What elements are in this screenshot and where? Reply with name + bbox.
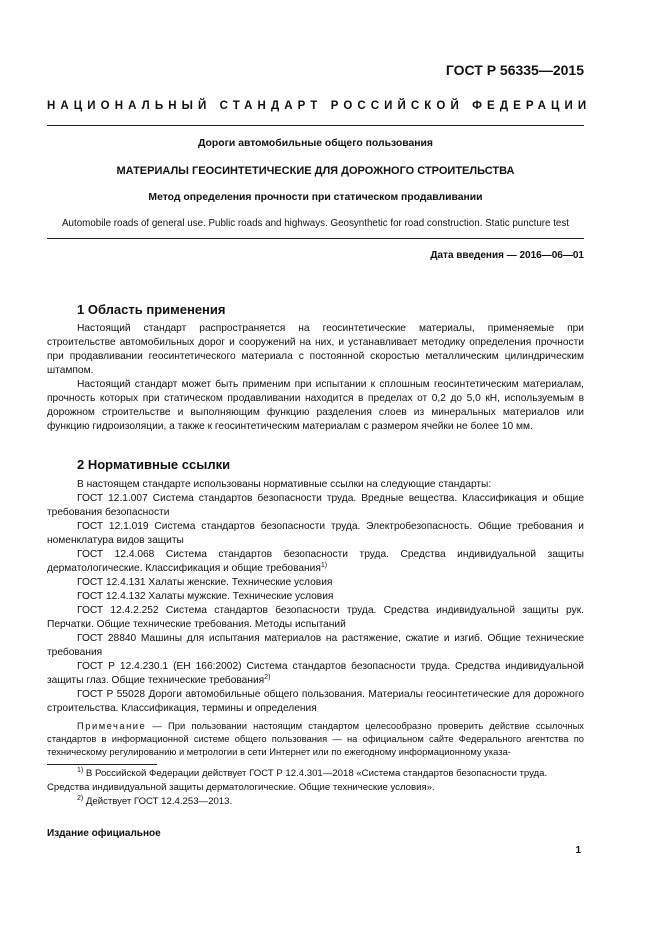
reference-text: ГОСТ 12.4.068 Система стандартов безопасности труда. Средства индивидуальной защиты дерматологические. Классификация и общие требования	[47, 549, 584, 574]
footnote-text: В Российской Федерации действует ГОСТ Р 12.4.301—2018 «Система стандартов безопасности труда. Средства индивидуальной защиты дерматологические. Общие технические условия».	[47, 768, 548, 793]
footnotes	[47, 767, 584, 809]
reference-text: ГОСТ Р 12.4.230.1 (ЕН 166:2002) Система стандартов безопасности труда. Средства индивидуальной защиты глаз. Общие технические требования	[47, 661, 584, 686]
top-divider	[47, 125, 584, 126]
page-number: 1	[575, 845, 581, 856]
reference-item: ГОСТ 12.4.132 Халаты мужские. Технические условия	[77, 591, 334, 602]
english-title: Automobile roads of general use. Public roads and highways. Geosynthetic for road construction. Static puncture test	[62, 218, 569, 229]
reference-item	[47, 660, 584, 688]
reference-item: ГОСТ 12.4.2.252 Система стандартов безопасности труда. Средства индивидуальной защиты рук. Перчатки. Общие технические требования. Методы испытаний	[47, 605, 584, 630]
official-edition-label: Издание официальное	[47, 828, 161, 839]
reference-item: ГОСТ 12.4.131 Халаты женские. Технические условия	[77, 577, 333, 588]
section2-body	[47, 478, 584, 758]
note-text: — При пользовании настоящим стандартом целесообразно проверить действие ссылочных стандартов в информационной системе общего пользования — на официальном сайте Федерального агентства по техническому регулированию и метрологии в сети Интернет или по ежегодному информационному указа-	[47, 720, 584, 757]
reference-item: ГОСТ 28840 Машины для испытания материалов на растяжение, сжатие и изгиб. Общие технические требования	[47, 633, 584, 658]
footnote-text: Действует ГОСТ 12.4.253—2013.	[83, 796, 233, 807]
note-paragraph	[47, 719, 584, 758]
footnote-1	[47, 767, 584, 795]
section1-paragraph2: Настоящий стандарт может быть применим при испытании к сплошным геосинтетическим материалам, прочность которых при статическом продавливании находится в пределах от 0,2 до 5,0 кН, используемым в дорожном строительстве и выполняющим функцию разделения слоев из минеральных материалов или функцию гидроизоляции, а также к геосинтетическим материалам с размером ячейки не более 10 мм.	[47, 379, 584, 432]
footnote-marker[interactable]: 1)	[320, 562, 328, 569]
footnote-divider	[47, 764, 157, 765]
title-divider	[47, 238, 584, 239]
footnote-2	[47, 795, 584, 809]
title-line1: Дороги автомобильные общего пользования	[198, 138, 433, 149]
title-line3: Метод определения прочности при статическом продавливании	[148, 192, 483, 203]
reference-item: ГОСТ 12.1.007 Система стандартов безопасности труда. Вредные вещества. Классификация и общие требования безопасности	[47, 493, 584, 518]
section1-heading: 1 Область применения	[77, 302, 226, 317]
reference-item	[47, 548, 584, 576]
note-label: Примечание	[77, 720, 147, 731]
section1-body	[47, 322, 584, 434]
footnote-marker[interactable]: 2)	[264, 674, 271, 681]
footnote-mark: 1)	[77, 767, 84, 774]
introduction-date: Дата введения — 2016—06—01	[430, 250, 584, 261]
national-standard-banner: НАЦИОНАЛЬНЫЙ СТАНДАРТ РОССИЙСКОЙ ФЕДЕРАЦИИ	[47, 100, 592, 112]
section2-heading: 2 Нормативные ссылки	[77, 457, 231, 472]
title-line2: МАТЕРИАЛЫ ГЕОСИНТЕТИЧЕСКИЕ ДЛЯ ДОРОЖНОГО СТРОИТЕЛЬСТВА	[116, 165, 515, 177]
reference-item: ГОСТ 12.1.019 Система стандартов безопасности труда. Электробезопасность. Общие требования и номенклатура видов защиты	[47, 521, 584, 546]
section1-paragraph1: Настоящий стандарт распространяется на геосинтетические материалы, применяемые при строительстве автомобильных дорог и сооружений на них, и устанавливает методику определения прочности при продавливании геосинтетического материала с постоянной скоростью металлическим цилиндрическим штампом.	[47, 323, 584, 376]
section2-intro: В настоящем стандарте использованы нормативные ссылки на следующие стандарты:	[77, 479, 492, 490]
footnote-mark: 2)	[77, 795, 84, 802]
reference-item: ГОСТ Р 55028 Дороги автомобильные общего пользования. Материалы геосинтетические для дорожного строительства. Классификация, термины и определения	[47, 689, 584, 714]
document-number: ГОСТ Р 56335—2015	[445, 62, 584, 78]
